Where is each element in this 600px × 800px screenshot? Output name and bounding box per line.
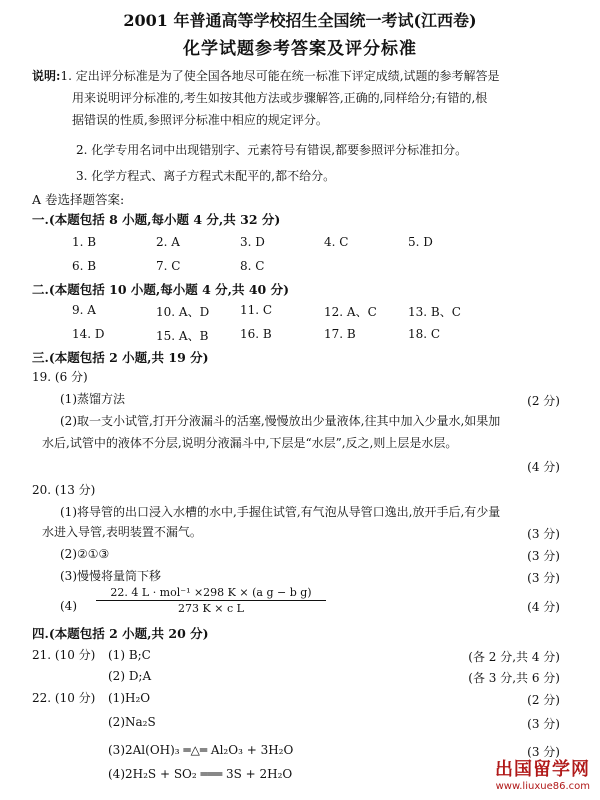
- q21-label: 21. (10 分): [32, 648, 96, 662]
- part-a-heading: A 卷选择题答案:: [32, 192, 125, 207]
- q20-formula-denominator: 273 K × c L: [178, 602, 244, 615]
- note-1-line-c: 据错误的性质,参照评分标准中相应的规定评分。: [72, 113, 328, 127]
- q21-part-1: (1) B;C: [108, 648, 151, 662]
- answer-item: 3. D: [240, 235, 265, 249]
- document-subtitle: 化学试题参考答案及评分标准: [183, 39, 417, 59]
- q22-part-1-score: (2 分): [527, 693, 560, 707]
- note-label: 说明:: [32, 69, 61, 83]
- q20-part-1-score: (3 分): [527, 527, 560, 541]
- answer-item: 14. D: [72, 327, 105, 341]
- answer-item: 5. D: [408, 235, 433, 249]
- q20-part-1-line-b: 水进入导管,表明装置不漏气。: [42, 525, 202, 539]
- answer-item: 13. B、C: [408, 305, 461, 319]
- section-1-row-1: [72, 235, 492, 249]
- answer-item: 16. B: [240, 327, 272, 341]
- section-2-heading: 二.(本题包括 10 小题,每小题 4 分,共 40 分): [32, 282, 289, 297]
- site-watermark: [495, 755, 590, 792]
- answer-item: 1. B: [72, 235, 97, 249]
- note-1-line-b: 用来说明评分标准的,考生如按其他方法或步骤解答,正确的,同样给分;有错的,根: [72, 91, 488, 105]
- q19-part-1: (1)蒸馏方法: [60, 392, 125, 406]
- q19-part-1-score: (2 分): [527, 394, 560, 408]
- q20-part-1-line-a: (1)将导管的出口浸入水槽的水中,手握住试管,有气泡从导管口逸出,放开手后,有少量: [60, 505, 501, 519]
- answer-item: 12. A、C: [324, 305, 377, 319]
- q21-part-2-score: (各 3 分,共 6 分): [468, 671, 560, 685]
- answer-item: 15. A、B: [156, 329, 209, 343]
- q21-part-2: (2) D;A: [108, 669, 152, 683]
- section-2-row-2: [72, 327, 492, 344]
- q20-label: 20. (13 分): [32, 483, 96, 497]
- section-1-row-2: [72, 259, 492, 273]
- q19-label: 19. (6 分): [32, 370, 88, 384]
- section-1-heading: 一.(本题包括 8 小题,每小题 4 分,共 32 分): [32, 212, 281, 227]
- q22-part-1: (1)H₂O: [108, 691, 151, 705]
- q20-formula-numerator: 22. 4 L · mol⁻¹ ×298 K × (a g − b g): [96, 586, 326, 601]
- q21-part-1-score: (各 2 分,共 4 分): [468, 650, 560, 664]
- answer-item: 8. C: [240, 259, 265, 273]
- note-1: [32, 66, 577, 86]
- section-4-heading: 四.(本题包括 2 小题,共 20 分): [32, 626, 209, 641]
- q22-part-2-score: (3 分): [527, 717, 560, 731]
- q20-part-4-label: (4): [60, 599, 77, 613]
- answer-item: 17. B: [324, 327, 356, 341]
- q19-part-2-score: (4 分): [527, 460, 560, 474]
- q22-label: 22. (10 分): [32, 691, 96, 705]
- answer-item: 10. A、D: [156, 305, 210, 319]
- answer-item: 9. A: [72, 303, 96, 317]
- exam-title: 2001 年普通高等学校招生全国统一考试(江西卷): [123, 11, 477, 30]
- q20-part-2: (2)②①③: [60, 547, 110, 561]
- q20-part-3-score: (3 分): [527, 571, 560, 585]
- note-2: 2. 化学专用名词中出现错别字、元素符号有错误,都要参照评分标准扣分。: [76, 143, 468, 157]
- q22-part-3: (3)2Al(OH)₃ ═△═ Al₂O₃ + 3H₂O: [108, 743, 294, 757]
- q20-formula-fraction: [96, 586, 326, 615]
- watermark-url: www.liuxue86.com: [495, 781, 590, 792]
- q20-part-2-score: (3 分): [527, 549, 560, 563]
- section-2-row-1: [72, 303, 492, 320]
- q19-part-2-line-b: 水后,试管中的液体不分层,说明分液漏斗中,下层是“水层”,反之,则上层是水层。: [42, 436, 458, 450]
- answer-item: 6. B: [72, 259, 97, 273]
- q22-part-3-score: (3 分): [527, 745, 560, 759]
- q20-part-3: (3)慢慢将量筒下移: [60, 569, 161, 583]
- watermark-logo-text: 出国留学网: [495, 759, 590, 780]
- answer-item: 4. C: [324, 235, 349, 249]
- answer-item: 2. A: [156, 235, 180, 249]
- q19-part-2-line-a: (2)取一支小试管,打开分液漏斗的活塞,慢慢放出少量液体,往其中加入少量水,如果加: [60, 414, 501, 428]
- q22-part-2: (2)Na₂S: [108, 715, 156, 729]
- q22-part-4: (4)2H₂S + SO₂ ═══ 3S + 2H₂O: [108, 767, 293, 781]
- answer-item: 11. C: [240, 303, 273, 317]
- answer-item: 18. C: [408, 327, 441, 341]
- section-3-heading: 三.(本题包括 2 小题,共 19 分): [32, 350, 209, 365]
- answer-item: 7. C: [156, 259, 181, 273]
- note-1-line-a: 1. 定出评分标准是为了使全国各地尽可能在统一标准下评定成绩,试题的参考解答是: [60, 69, 500, 83]
- note-3: 3. 化学方程式、离子方程式未配平的,都不给分。: [76, 169, 336, 183]
- q20-part-4-score: (4 分): [527, 600, 560, 614]
